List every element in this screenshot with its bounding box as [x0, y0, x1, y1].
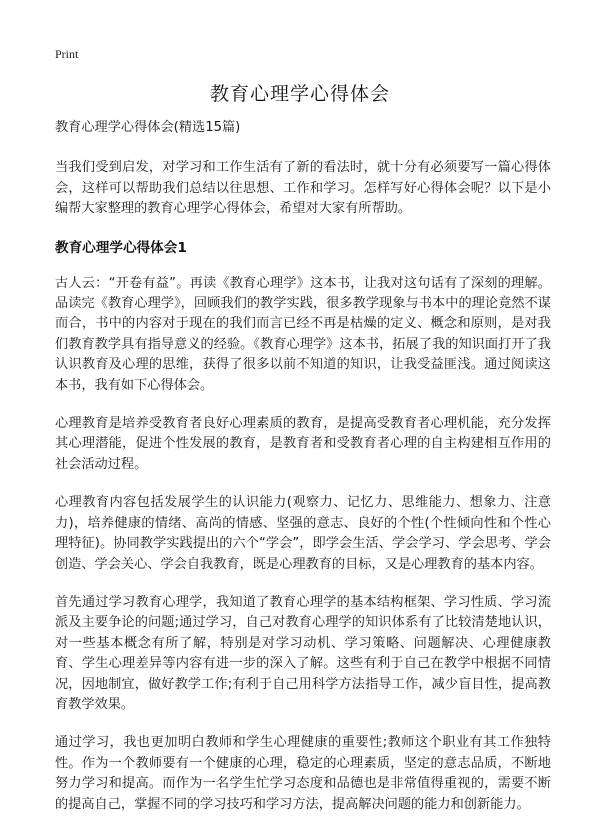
section-heading: 教育心理学心得体会1 [55, 239, 187, 256]
body-paragraph-2: 心理教育是培养受教育者良好心理素质的教育，是提高受教育者心理机能，充分发挥其心理潜能，促进个性发展的教育，是教育者和受教育者心理的自主构建相互作用的社会活动过程。 [55, 416, 551, 472]
document-subtitle: 教育心理学心得体会(精选15篇) [55, 120, 241, 135]
body-paragraph-4: 首先通过学习教育心理学，我知道了教育心理学的基本结构框架、学习性质、学习流派及主要争论的问题;通过学习，自己对教育心理学的知识体系有了比较清楚地认识，对一些基本概念有所了解，特别是对学习动机、学习策略、问题解决、心理健康教育、学生心理差异等内容有进一步的深入了解。这些有利于自己在教学中根据不同情况，因地制宜，做好教学工作;有利于自己用科学方法指导工作，减少盲目性，提高教育教学效果。 [55, 594, 551, 712]
body-paragraph-3: 心理教育内容包括发展学生的认识能力(观察力、记忆力、思维能力、想象力、注意力)，培养健康的情绪、高尚的情感、坚强的意志、良好的个性(个性倾向性和个性心理特征)。协同教学实践提出的六个“学会”，即学会生活、学会学习、学会思考、学会创造、学会关心、学会自我教育，既是心理教育的目标，又是心理教育的基本内容。 [55, 495, 551, 572]
print-label: Print [55, 47, 79, 61]
body-paragraph-5: 通过学习，我也更加明白教师和学生心理健康的重要性;教师这个职业有其工作独特性。作为一个教师要有一个健康的心理，稳定的心理素质，坚定的意志品质，不断地努力学习和提高。而作为一名学生忙学习态度和品德也是非常值得重视的，需要不断的提高自己，掌握不同的学习技巧和学习方法，提高解决问题的能力和创新能力。 [55, 735, 551, 812]
intro-paragraph: 当我们受到启发，对学习和工作生活有了新的看法时，就十分有必须要写一篇心得体会，这样可以帮助我们总结以往思想、工作和学习。怎样写好心得体会呢？以下是小编帮大家整理的教育心理学心得体会，希望对大家有所帮助。 [55, 160, 551, 217]
document-body [55, 118, 551, 833]
page-title: 教育心理学心得体会 [209, 83, 390, 105]
body-paragraph-1: 古人云：“开卷有益”。再读《教育心理学》这本书，让我对这句话有了深刻的理解。品读完《教育心理学》，回顾我们的教学实践，很多教学现象与书本中的理论竟然不谋而合，书中的内容对于现在的我们而言已经不再是枯燥的定义、概念和原则，是对我们教育教学具有指导意义的经验。《教育心理学》这本书，拓展了我的知识面打开了我认识教育及心理的思维，获得了很多以前不知道的知识，让我受益匪浅。通过阅读这本书，我有如下心得体会。 [55, 275, 551, 393]
